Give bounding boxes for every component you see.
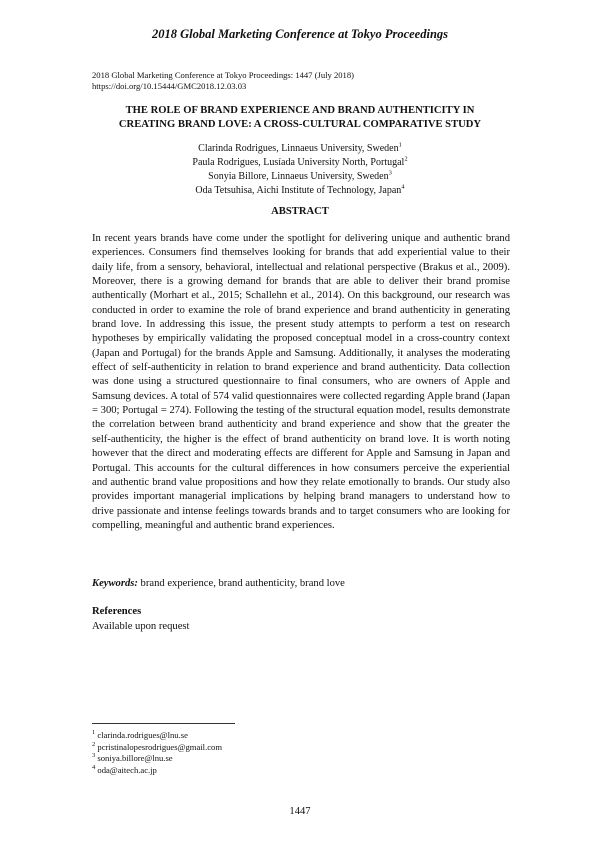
citation-line: 2018 Global Marketing Conference at Tokyo Proceedings: 1447 (July 2018)	[92, 70, 355, 80]
footnote-1: $^1$ clarinda.rodrigues@lnu.se	[92, 729, 188, 740]
abstract-body: In recent years brands have come under the spotlight for delivering unique and authentic brand experiences. Consumers find themselves looking for brands that add experiential value to their daily life, from a sensory, behavioral, intellectual and relational perspective (Brakus et al., 2009). Moreover, there is a growing demand for brands that are able to deliver their brand promise authentically (Morhart et al., 2015; Schallehn et al., 2014). On this background, our research was conducted in order to examine the role of brand experience and brand authenticity in generating brand love. In addressing this issue, the present study attempts to perform a test on research hypotheses by empirically validating the proposed conceptual model in a cross-country context (Japan and Portugal) for the brands Apple and Samsung. Additionally, it analyses the moderating effect of self-authenticity in relation to brand experience and brand authenticity. Data collection was done using a structured questionnaire to final consumers, who are owners of Apple and Samsung devices. A total of 574 valid questionnaires were collected regarding Apple brand (Japan = 300; Portugal = 274). Following the testing of the structural equation model, results demonstrate the correlation between brand authenticity and brand experience and show that the greater the self-authenticity, the higher is the effect of brand authenticity on brand love. It is worth noting however that the direct and moderating effects are different for Apple and Samsung in Japan and Portugal. This accounts for the cultural differences in how consumers perceive the experiential and authentic brand value propositions and how they relate emotionally to brands. Our study also provides important managerial implications by helping brand managers to understand how to drive passionate and intense feelings towards brands and to target consumers who are looking for compelling, meaningful and authentic brand experiences.	[92, 233, 510, 531]
references-heading: References	[92, 606, 142, 617]
doi-link[interactable]: https://doi.org/10.15444/GMC2018.12.03.03	[92, 81, 247, 91]
author-2: Paula Rodrigues, Lusíada University North, Portugal$^2$	[192, 155, 408, 168]
footnotes	[92, 730, 222, 776]
footnote-4: $^4$ oda@aitech.ac.jp	[92, 763, 157, 775]
keywords-label: Keywords:	[92, 578, 138, 589]
running-header: 2018 Global Marketing Conference at Tokyo Proceedings	[151, 27, 449, 41]
author-4: Oda Tetsuhisa, Aichi Institute of Technology, Japan$^4$	[195, 183, 405, 196]
keywords-line	[92, 578, 510, 589]
author-1: Clarinda Rodrigues, Linnaeus University, Sweden$^1$	[198, 141, 402, 154]
paper-title	[70, 104, 530, 132]
keywords-text: brand experience, brand authenticity, brand love	[137, 578, 345, 589]
author-3: Sonyia Billore, Linnaeus University, Sweden$^3$	[208, 169, 392, 182]
footnote-divider	[92, 723, 235, 724]
citation-block	[92, 70, 354, 92]
footnote-3: $^3$ soniya.billore@lnu.se	[92, 752, 173, 763]
page-number: 1447	[289, 806, 311, 817]
title-line-1: THE ROLE OF BRAND EXPERIENCE AND BRAND AUTHENTICITY IN	[125, 105, 475, 116]
author-list	[0, 142, 600, 198]
references-section	[92, 605, 189, 634]
footnote-2: $^2$ pcristinalopesrodrigues@gmail.com	[92, 740, 223, 752]
abstract-heading: ABSTRACT	[271, 206, 329, 217]
references-text: Available upon request	[92, 620, 190, 632]
title-line-2: CREATING BRAND LOVE: A CROSS-CULTURAL COMPARATIVE STUDY	[118, 119, 482, 130]
